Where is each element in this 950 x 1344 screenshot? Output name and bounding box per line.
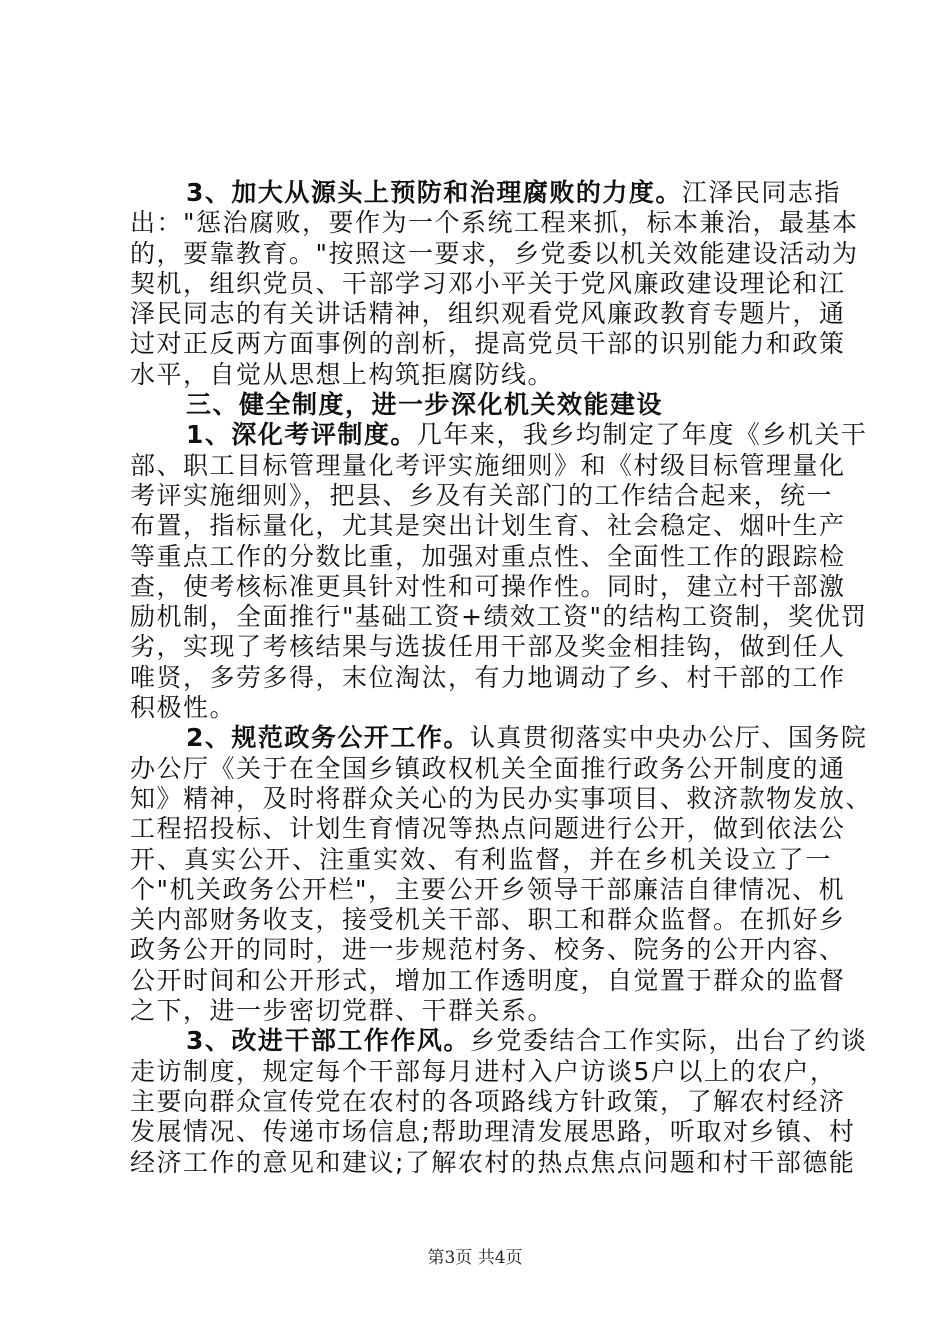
line-text: 水平，自觉从思想上构筑拒腐防线。 (130, 359, 555, 389)
text-line (130, 874, 846, 905)
text-line (130, 420, 868, 450)
line-text: 发展情况、传递市场信息;帮助理清发展思路，听取对乡镇、村 (130, 1117, 856, 1147)
text-line (130, 268, 846, 299)
text-line (130, 845, 832, 875)
paragraph (130, 723, 873, 1026)
line-text: 公开时间和公开形式，增加工作透明度，自觉置于群众的监督 (130, 965, 846, 995)
text-line (130, 299, 846, 329)
document-body (130, 178, 873, 1178)
text-line (130, 481, 832, 511)
line-text: 唯贤，多劳多得，末位淘汰，有力地调动了乡、村干部的工作 (130, 662, 846, 692)
paragraph-lead: 2、规范政务公开工作。 (186, 723, 470, 753)
line-text: 走访制度，规定每个干部每月进村入户访谈5户以上的农户， (130, 1056, 837, 1086)
text-line (130, 602, 868, 632)
line-text: 等重点工作的分数比重，加强对重点性、全面性工作的跟踪检 (130, 541, 846, 571)
text-line (130, 1056, 837, 1087)
text-line (130, 662, 846, 693)
text-line (130, 511, 846, 541)
line-text: 查，使考核标准更具针对性和可操作性。同时，建立村干部激 (130, 571, 846, 601)
text-line (130, 632, 846, 662)
line-text: 主要向群众宣传党在农村的各项路线方针政策，了解农村经济 (130, 1086, 846, 1116)
paragraph-lead: 3、加大从源头上预防和治理腐败的力度。 (186, 178, 682, 207)
text-line (130, 208, 859, 238)
line-text: 考评实施细则》，把县、乡及有关部门的工作结合起来，统一 (130, 480, 834, 510)
line-text: 部、职工目标管理量化考评实施细则》和《村级目标管理量化 (130, 450, 846, 480)
line-text: 开、真实公开、注重实效、有利监督，并在乡机关设立了一 (130, 844, 832, 874)
text-line (130, 1026, 868, 1056)
text-line (130, 935, 846, 965)
text-line (130, 178, 841, 208)
line-text: 办公厅《关于在全国乡镇政权机关全面推行政务公开制度的通 (130, 753, 846, 783)
line-text: 过对正反两方面事例的剖析，提高党员干部的识别能力和政策 (130, 329, 846, 359)
paragraph-lead: 1、深化考评制度。 (186, 420, 417, 450)
text-line (130, 814, 846, 844)
line-text: 个"机关政务公开栏"，主要公开乡领导干部廉洁自律情况、机 (130, 874, 846, 904)
line-text: 劣，实现了考核结果与选拔任用干部及奖金相挂钩，做到任人 (130, 632, 846, 662)
text-line (130, 965, 846, 996)
paragraph-lead: 3、改进干部工作作风。 (186, 1026, 470, 1056)
line-text: 之下，进一步密切党群、干群关系。 (130, 996, 555, 1026)
line-text: 积极性。 (130, 693, 237, 723)
text-line (130, 783, 873, 814)
text-line (130, 996, 832, 1026)
line-text: 励机制，全面推行"基础工资+绩效工资"的结构工资制，奖优罚 (130, 602, 868, 632)
line-text: 经济工作的意见和建议;了解农村的热点焦点问题和村干部德能 (130, 1147, 856, 1177)
paragraph (130, 178, 859, 390)
text-line (130, 238, 859, 269)
paragraph (130, 420, 868, 723)
text-line (130, 723, 868, 753)
text-line (130, 1086, 846, 1117)
line-text: 的，要靠教育。"按照这一要求，乡党委以机关效能建设活动为 (130, 238, 859, 268)
line-text: 政务公开的同时，进一步规范村务、校务、院务的公开内容、 (130, 935, 846, 965)
text-line (130, 541, 846, 572)
line-text: 江泽民同志指 (681, 178, 841, 207)
line-text: 布置，指标量化，尤其是突出计划生育、社会稳定、烟叶生产 (130, 511, 846, 541)
heading-text: 三、健全制度，进一步深化机关效能建设 (186, 390, 664, 420)
text-line (130, 571, 846, 602)
line-text: 关内部财务收支，接受机关干部、职工和群众监督。在抓好乡 (130, 905, 846, 935)
section-heading (130, 390, 832, 420)
text-line (130, 1147, 856, 1178)
line-text: 乡党委结合工作实际，出台了约谈 (469, 1026, 868, 1056)
paragraph (130, 1026, 868, 1177)
line-text: 几年来，我乡均制定了年度《乡机关干 (416, 420, 868, 450)
page-footer: 第3页 共4页 (427, 1248, 523, 1268)
line-text: 泽民同志的有关讲话精神，组织观看党风廉政教育专题片，通 (130, 299, 846, 329)
line-text: 工程招投标、计划生育情况等热点问题进行公开，做到依法公 (130, 814, 846, 844)
line-text: 契机，组织党员、干部学习邓小平关于党风廉政建设理论和江 (130, 268, 846, 298)
text-line (130, 329, 846, 359)
text-line (130, 693, 832, 723)
text-line (130, 360, 832, 390)
line-text: 知》精神，及时将群众关心的为民办实事项目、救济款物发放、 (130, 783, 873, 813)
text-line (130, 1117, 856, 1147)
line-text: 认真贯彻落实中央办公厅、国务院 (469, 723, 868, 753)
text-line (130, 905, 846, 935)
text-line (130, 390, 832, 420)
line-text: 出："惩治腐败，要作为一个系统工程来抓，标本兼治，最基本 (130, 208, 859, 238)
text-line (130, 753, 846, 784)
text-line (130, 450, 846, 481)
